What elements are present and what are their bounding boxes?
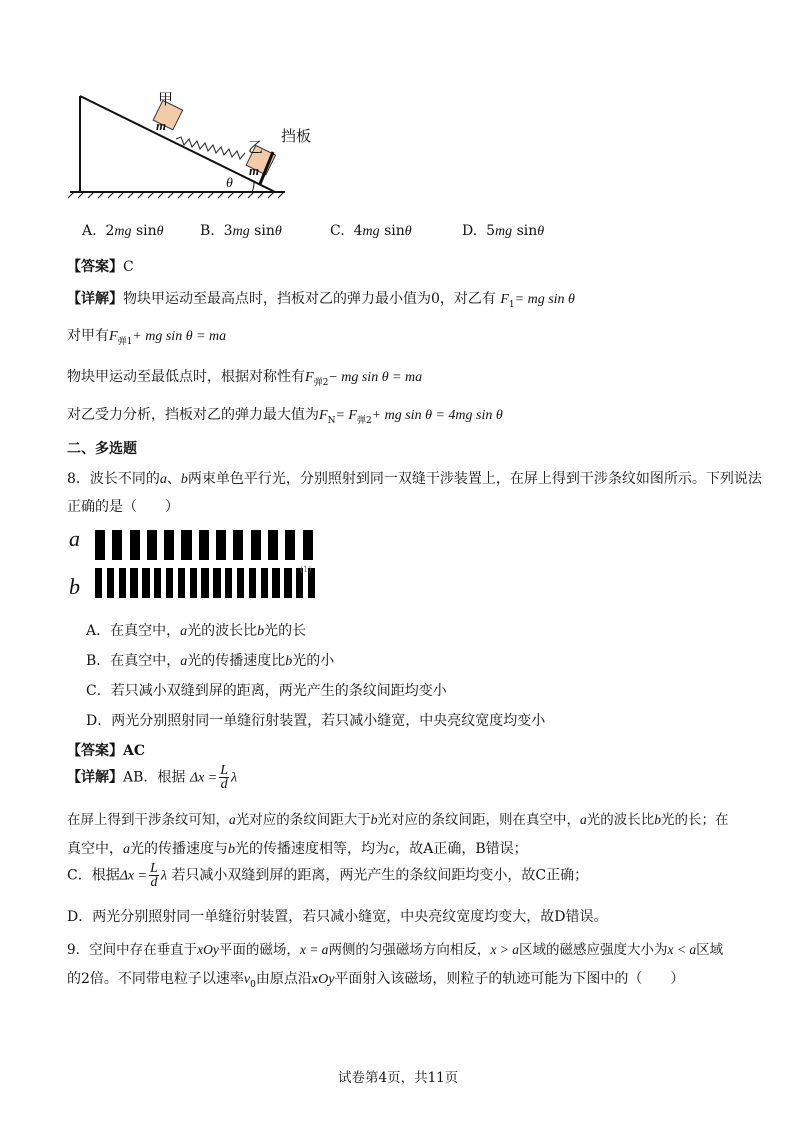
q8-stem-2: 正确的是（ ） bbox=[67, 499, 179, 515]
fringe-a-bar bbox=[268, 530, 278, 560]
fringe-a-bar bbox=[147, 530, 157, 560]
fringe-b-bar bbox=[284, 568, 291, 598]
fringe-b-bar bbox=[130, 568, 137, 598]
fringe-b-bar bbox=[119, 568, 126, 598]
fringe-a-bar bbox=[95, 530, 105, 560]
q7-detail-4: 对乙受力分析，挡板对乙的弹力最大值为$F_N= F_{弹2}+$ mg sin θ = 4mg sin θ bbox=[67, 407, 503, 426]
q8-option-d: D．两光分别照射同一单缝衍射装置，若只减小缝宽，中央亮纹宽度均变小 bbox=[86, 713, 546, 729]
fringe-label-a: a bbox=[69, 526, 80, 551]
fringe-a-gap bbox=[157, 530, 164, 560]
fringe-label-b: b bbox=[69, 574, 80, 599]
angle-arc bbox=[252, 182, 254, 192]
q7-detail-3: 物块甲运动至最低点时，根据对称性有$F_{弹2}-$ mg sin θ = ma bbox=[67, 369, 423, 388]
q8-para-1: 在屏上得到干涉条纹可知，a光对应的条纹间距大于b光对应的条纹间距，则在真空中，a光的波长比b光的长；在 bbox=[67, 812, 729, 828]
q8-detail-ab: 【详解】AB．根据 Δx = $\frac{L}{d}$ λ bbox=[67, 763, 238, 792]
fringe-a-bar bbox=[130, 530, 140, 560]
fringe-b-bar bbox=[272, 568, 279, 598]
label-angle: θ bbox=[226, 176, 233, 191]
label-baffle: 挡板 bbox=[281, 127, 312, 145]
fringe-a-gap bbox=[192, 530, 199, 560]
q8-stem-1: 8．波长不同的a、b两束单色平行光，分别照射到同一双缝干涉装置上，在屏上得到干涉条纹如图所示。下列说法 bbox=[67, 471, 762, 487]
section-title: 二、多选题 bbox=[67, 441, 137, 457]
fringe-pattern-a bbox=[95, 530, 313, 560]
q7-option-b: B. 3mg sinθ bbox=[200, 223, 282, 239]
q7-detail-1: 【详解】物块甲运动至最高点时，挡板对乙的弹力最小值为0，对乙有 $F_1=$ mg sin θ bbox=[67, 291, 575, 310]
fringe-a-gap bbox=[105, 530, 112, 560]
fringe-a-gap bbox=[295, 530, 302, 560]
q7-detail-2: 对甲有$F_{弹1}+$ mg sin θ = ma bbox=[67, 328, 227, 347]
fringe-b-bar bbox=[95, 568, 102, 598]
fringe-a-bar bbox=[216, 530, 226, 560]
q9-stem-2: 的2倍。不同带电粒子以速率$v_0$由原点沿xOy平面射入该磁场，则粒子的轨迹可能为下图中的（ ） bbox=[67, 971, 685, 990]
q8-option-b: B．在真空中，a光的传播速度比b光的小 bbox=[86, 653, 335, 669]
label-jia: 甲 bbox=[158, 90, 174, 108]
fringe-a-bar bbox=[251, 530, 261, 560]
fringe-b-bar bbox=[237, 568, 244, 598]
fringe-a-bar bbox=[164, 530, 174, 560]
fringe-a-bar bbox=[303, 530, 313, 560]
fringe-b-bar bbox=[107, 568, 114, 598]
q7-answer: 【答案】C bbox=[67, 259, 134, 275]
q7-option-d: D. 5mg sinθ bbox=[462, 223, 545, 239]
fringe-a-bar bbox=[112, 530, 122, 560]
label-mass-yi: m bbox=[249, 163, 260, 178]
q7-option-c: C. 4mg sinθ bbox=[330, 223, 412, 239]
page-footer: 试卷第4页，共11页 bbox=[338, 1070, 459, 1086]
q8-para-2: 真空中，a光的传播速度与b光的传播速度相等，均为c，故A正确，B错误； bbox=[67, 841, 528, 857]
q7-option-a: A. 2mg sinθ bbox=[82, 223, 164, 239]
q9-stem-1: 9．空间中存在垂直于xOy平面的磁场，x = a两侧的匀强磁场方向相反，x > a区域的磁感应强度大小为x < a区域 bbox=[67, 942, 724, 958]
fringe-mark: (1) bbox=[300, 565, 312, 574]
fringe-a-gap bbox=[140, 530, 147, 560]
fringe-b-bar bbox=[213, 568, 220, 598]
q8-option-a: A．在真空中，a光的波长比b光的长 bbox=[86, 623, 307, 639]
fringe-a-gap bbox=[209, 530, 216, 560]
q8-option-c: C．若只减小双缝到屏的距离，两光产生的条纹间距均变小 bbox=[86, 683, 447, 699]
fringe-a-gap bbox=[122, 530, 129, 560]
fringe-a-gap bbox=[174, 530, 181, 560]
fringe-a-gap bbox=[278, 530, 285, 560]
q8-answer: 【答案】AC bbox=[67, 743, 146, 759]
fringe-b-bar bbox=[142, 568, 149, 598]
q8-detail-d: D．两光分别照射同一单缝衍射装置，若只减小缝宽，中央亮纹宽度均变大，故D错误。 bbox=[67, 909, 608, 925]
fringe-b-bar bbox=[154, 568, 161, 598]
fringe-b-bar bbox=[201, 568, 208, 598]
fringe-a-bar bbox=[199, 530, 209, 560]
label-mass-jia: m bbox=[156, 118, 167, 133]
fringe-pattern-b bbox=[95, 568, 315, 598]
fringe-a-bar bbox=[233, 530, 243, 560]
fringe-b-bar bbox=[225, 568, 232, 598]
fringe-b-bar bbox=[261, 568, 268, 598]
fringe-a-gap bbox=[243, 530, 250, 560]
fringe-b-bar bbox=[178, 568, 185, 598]
fringe-a-gap bbox=[226, 530, 233, 560]
fringe-b-bar bbox=[190, 568, 197, 598]
label-yi: 乙 bbox=[248, 138, 264, 156]
fringe-a-bar bbox=[181, 530, 191, 560]
fringe-a-gap bbox=[261, 530, 268, 560]
q8-detail-c: C．根据Δx = $\frac{L}{d}$ λ 若只减小双缝到屏的距离，两光产生的条纹间距均变小，故C正确； bbox=[67, 861, 589, 890]
fringe-a-bar bbox=[285, 530, 295, 560]
fringe-b-bar bbox=[166, 568, 173, 598]
fringe-b-bar bbox=[249, 568, 256, 598]
